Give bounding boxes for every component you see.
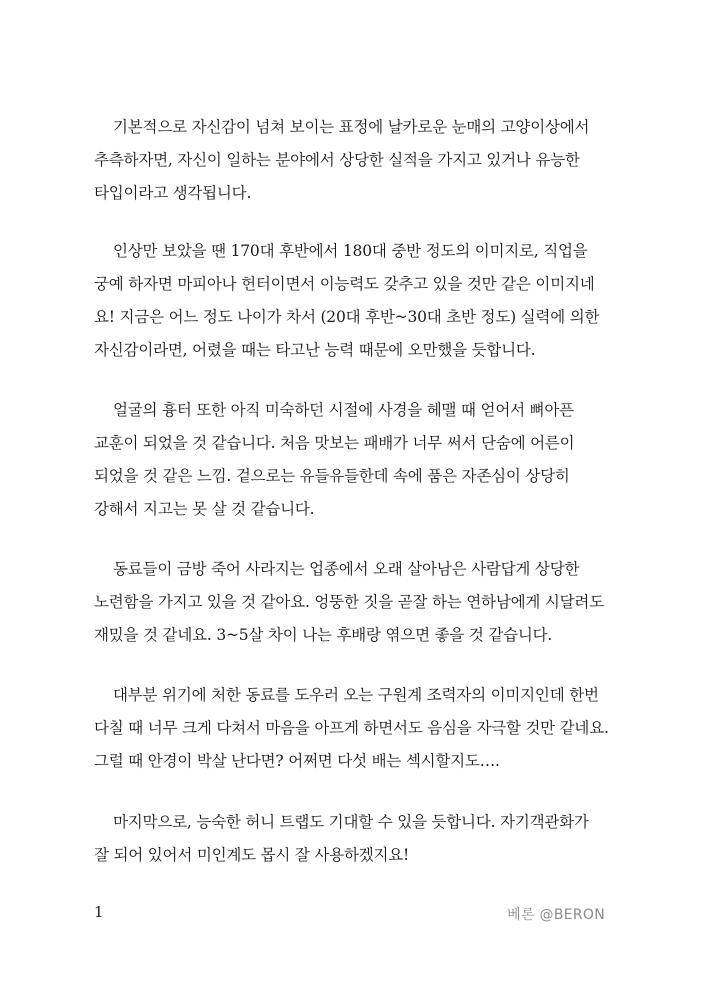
paragraph-line: 요! 지금은 어느 정도 나이가 차서 (20대 후반~30대 초반 정도) 실력에 의한 — [94, 308, 600, 326]
paragraph-line: 인상만 보았을 땐 170대 후반에서 180대 중반 정도의 이미지로, 직업을 — [113, 242, 588, 260]
paragraph-line: 마지막으로, 능숙한 허니 트랩도 기대할 수 있을 듯합니다. 자기객관화가 — [113, 813, 589, 831]
paragraph-line: 강해서 지고는 못 살 것 같습니다. — [94, 500, 315, 518]
paragraph-5 — [94, 679, 612, 778]
paragraph-line: 대부분 위기에 처한 동료를 도우러 오는 구원계 조력자의 이미지인데 한번 — [113, 686, 599, 704]
author-credit: 베론 @BERON — [507, 907, 605, 923]
paragraph-line: 잘 되어 있어서 미인계도 몹시 잘 사용하겠지요! — [94, 846, 410, 864]
paragraph-1 — [94, 111, 612, 210]
paragraph-6 — [94, 806, 612, 872]
paragraph-line: 교훈이 되었을 것 같습니다. 처음 맛보는 패배가 너무 써서 단숨에 어른이 — [94, 434, 575, 452]
paragraph-4 — [94, 553, 612, 652]
paragraph-line: 다칠 때 너무 크게 다쳐서 마음을 아프게 하면서도 음심을 자극할 것만 같네요. — [94, 719, 609, 737]
paragraph-line: 되었을 것 같은 느낌. 겉으로는 유들유들한데 속에 품은 자존심이 상당히 — [94, 467, 570, 485]
paragraph-line: 타입이라고 생각됩니다. — [94, 184, 252, 202]
page-number: 1 — [94, 903, 104, 921]
paragraph-line: 얼굴의 흉터 또한 아직 미숙하던 시절에 사경을 헤맬 때 얻어서 뼈아픈 — [113, 401, 574, 419]
paragraph-line: 재밌을 것 같네요. 3~5살 차이 나는 후배랑 엮으면 좋을 것 같습니다. — [94, 626, 553, 644]
paragraph-2 — [94, 235, 612, 367]
paragraph-line: 추측하자면, 자신이 일하는 분야에서 상당한 실적을 가지고 있거나 유능한 — [94, 151, 580, 169]
paragraph-line: 동료들이 금방 죽어 사라지는 업종에서 오래 살아남은 사람답게 상당한 — [113, 560, 580, 578]
paragraph-line: 자신감이라면, 어렸을 때는 타고난 능력 때문에 오만했을 듯합니다. — [94, 341, 536, 359]
paragraph-line: 노련함을 가지고 있을 것 같아요. 엉뚱한 짓을 곧잘 하는 연하남에게 시달려도 — [94, 593, 604, 611]
paragraph-line: 그럴 때 안경이 박살 난다면? 어쩌면 다섯 배는 섹시할지도…. — [94, 752, 500, 770]
paragraph-line: 궁예 하자면 마피아나 헌터이면서 이능력도 갖추고 있을 것만 같은 이미지네 — [94, 275, 595, 293]
paragraph-line: 기본적으로 자신감이 넘쳐 보이는 표정에 날카로운 눈매의 고양이상에서 — [113, 118, 590, 136]
paragraph-3 — [94, 394, 612, 526]
